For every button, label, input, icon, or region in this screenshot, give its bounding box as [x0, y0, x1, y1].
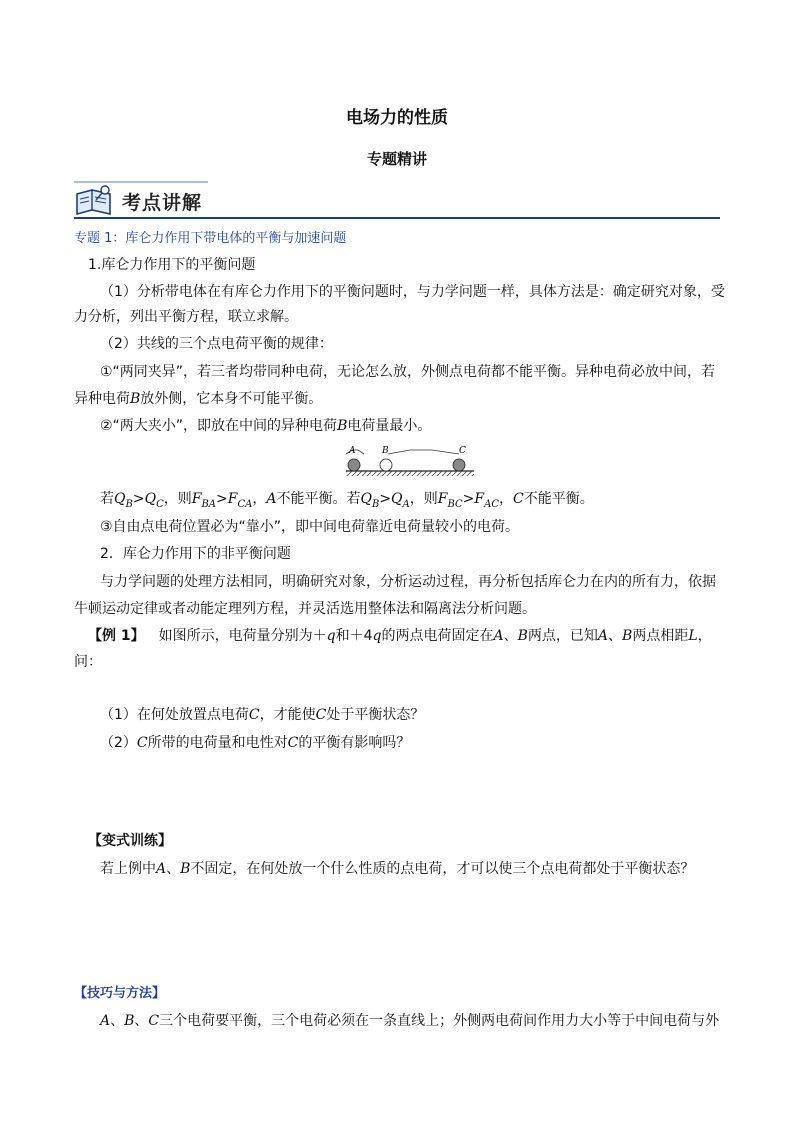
variable: B — [124, 1013, 135, 1029]
text-run: （2） — [100, 735, 137, 751]
variable: B — [130, 391, 141, 407]
variable: A — [156, 861, 167, 877]
text-run: 两点相距 — [632, 628, 689, 644]
variable: F — [437, 491, 448, 507]
variable: C — [148, 1013, 160, 1029]
condition-line — [100, 489, 594, 515]
text-run: 、 — [110, 1013, 125, 1029]
operator: > — [462, 491, 475, 507]
text-run: 异种电荷 — [74, 391, 130, 407]
text-run: ， — [697, 628, 712, 644]
variable: A — [100, 1013, 111, 1029]
label-c: C — [459, 446, 466, 456]
charge-c — [453, 459, 465, 471]
variable: q — [326, 628, 336, 644]
variant-line — [100, 859, 694, 879]
text-run: 不能平衡。若 — [276, 491, 361, 507]
variable: Q — [114, 491, 126, 507]
subscript: B — [371, 498, 380, 510]
text-run: 的平衡有影响吗？ — [298, 735, 411, 751]
subsection-title: 1.库仑力作用下的平衡问题 — [88, 257, 256, 273]
text-run: 不能平衡。 — [523, 491, 594, 507]
variable: A — [597, 628, 609, 644]
text-run: 放外侧，它本身不可能平衡。 — [140, 391, 323, 407]
page-subtitle: 专题精讲 — [366, 150, 427, 168]
text-run: 处于平衡状态？ — [326, 707, 425, 723]
text-run: 三个电荷要平衡，三个电荷必须在一条直线上；外侧两电荷间作用力大小等于中间电荷与外 — [159, 1013, 720, 1029]
variable: A — [266, 491, 277, 507]
text-run: 和＋4 — [335, 628, 373, 644]
label-a: A — [349, 446, 356, 456]
text-run: 所带的电荷量和电性对 — [147, 735, 288, 751]
rule-line: ③自由点电荷位置必为“靠小”，即中间电荷靠近电荷量较小的电荷。 — [100, 519, 520, 535]
paragraph-line: 力分析，列出平衡方程，联立求解。 — [74, 309, 298, 325]
text-run: ， — [252, 491, 267, 507]
example-line: 问： — [74, 654, 102, 670]
subscript: BC — [447, 498, 463, 510]
operator: > — [216, 491, 228, 507]
subscript: A — [402, 498, 410, 510]
variant-tag: 【变式训练】 — [88, 833, 172, 849]
variable: A — [493, 628, 504, 644]
section-rule — [74, 217, 720, 219]
text-run: 如图所示，电荷量分别为＋ — [158, 628, 327, 644]
question-line — [100, 705, 424, 725]
topic-heading: 专题 1：库仑力作用下带电体的平衡与加速问题 — [74, 231, 347, 246]
tips-line — [100, 1011, 719, 1031]
variable: C — [248, 707, 260, 723]
text-run: 、 — [166, 861, 181, 877]
paragraph-line: 与力学问题的处理方法相同，明确研究对象，分析运动过程，再分析包括库仑力在内的所有力，依据 — [100, 574, 716, 590]
variable: C — [136, 735, 148, 751]
tips-tag: 【技巧与方法】 — [74, 986, 166, 1001]
rule-line — [100, 416, 431, 436]
question-line — [100, 733, 410, 753]
operator: > — [132, 491, 145, 507]
subscript: B — [125, 498, 133, 510]
example-line — [88, 626, 712, 646]
paragraph-line: （2）共线的三个点电荷平衡的规律： — [100, 336, 333, 352]
dimension-brace — [388, 450, 459, 454]
ground-hatch — [346, 471, 474, 476]
text-run: 电荷量最小。 — [347, 418, 432, 434]
variable: C — [287, 735, 299, 751]
variable: F — [191, 491, 202, 507]
text-run: ②“两大夹小”，即放在中间的异种电荷 — [100, 418, 338, 434]
variable: B — [517, 628, 528, 644]
variable: B — [337, 418, 348, 434]
section-header: 考点讲解 — [122, 192, 203, 214]
text-run: ， — [499, 491, 513, 507]
charges-diagram — [344, 444, 476, 480]
operator: > — [379, 491, 392, 507]
text-run: 的两点电荷固定在 — [381, 628, 494, 644]
text-run: 若 — [100, 491, 114, 507]
example-tag: 【例 1】 — [88, 628, 145, 644]
text-run: ，则 — [163, 491, 192, 507]
label-b: B — [382, 446, 389, 456]
subsection-title: 2．库仑力作用下的非平衡问题 — [100, 546, 291, 562]
variable: B — [180, 861, 191, 877]
subscript: AC — [484, 498, 499, 510]
variable: C — [315, 707, 327, 723]
text-run: （1）在何处放置点电荷 — [100, 707, 249, 723]
variable: C — [513, 491, 524, 507]
text-run: 若上例中 — [100, 861, 156, 877]
variable: Q — [391, 491, 403, 507]
variable: F — [227, 491, 238, 507]
subscript: CA — [237, 498, 253, 510]
text-run: 不固定，在何处放一个什么性质的点电荷，才可以使三个点电荷都处于平衡状态？ — [190, 861, 695, 877]
variable: L — [688, 628, 698, 644]
variable: B — [622, 628, 633, 644]
rule-line — [74, 389, 322, 409]
text-run: 、 — [134, 1013, 149, 1029]
text-run: ，则 — [409, 491, 438, 507]
rule-line: ①“两同夹异”，若三者均带同种电荷，无论怎么放，外侧点电荷都不能平衡。异种电荷必放中间，若 — [100, 364, 716, 380]
text-run: 、 — [503, 628, 518, 644]
text-run: 、 — [608, 628, 623, 644]
text-run: 两点，已知 — [527, 628, 598, 644]
charge-a — [348, 459, 360, 471]
text-run: ，才能使 — [259, 707, 316, 723]
charge-b — [380, 459, 392, 471]
subscript: C — [156, 498, 164, 510]
book-icon — [77, 186, 110, 214]
paragraph-line: （1）分析带电体在有库仑力作用下的平衡问题时，与力学问题一样，具体方法是：确定研究对象，受 — [100, 284, 725, 300]
paragraph-line: 牛顿运动定律或者动能定理列方程，并灵活选用整体法和隔离法分析问题。 — [74, 601, 536, 617]
subscript: BA — [201, 498, 217, 510]
variable: q — [372, 628, 382, 644]
variable: Q — [144, 491, 157, 507]
variable: F — [474, 491, 485, 507]
variable: Q — [360, 491, 372, 507]
page-title: 电场力的性质 — [346, 108, 448, 128]
